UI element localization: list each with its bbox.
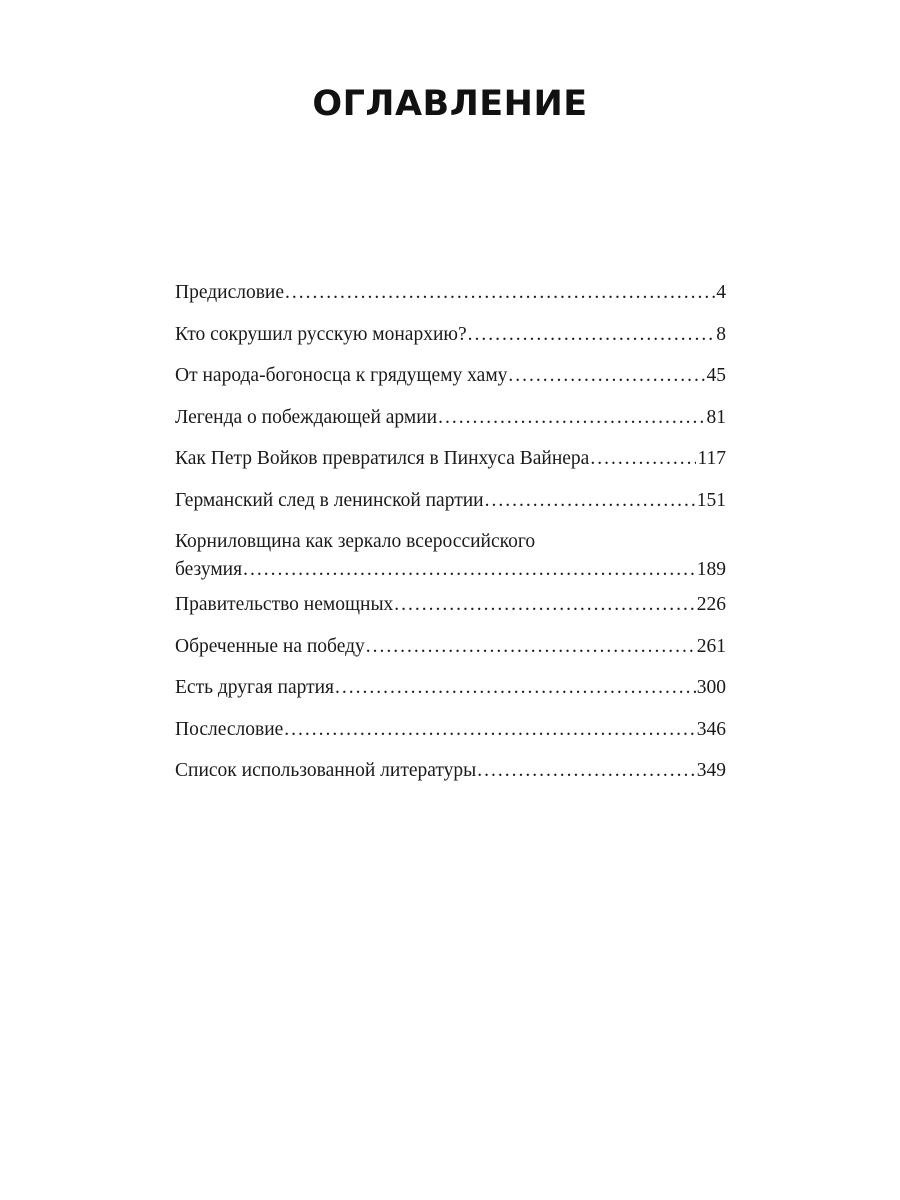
- toc-entry-page: 300: [696, 677, 726, 698]
- toc-entry-title: Обреченные на победу: [175, 635, 365, 657]
- toc-entry[interactable]: [175, 324, 726, 366]
- dot-leader: [485, 490, 696, 512]
- toc-entry-page: 8: [716, 323, 726, 345]
- toc-entry-page: 346: [696, 718, 726, 740]
- toc-entry-page: 261: [696, 635, 726, 657]
- toc-entry-page: 349: [696, 760, 726, 781]
- toc-entry-title: Список использованной литературы: [175, 760, 477, 781]
- dot-leader: [284, 719, 695, 741]
- dot-leader: [438, 407, 705, 429]
- toc-entry[interactable]: [175, 531, 726, 581]
- dot-leader: [335, 677, 696, 699]
- toc-entry-page: 45: [706, 365, 726, 386]
- dot-leader: [243, 559, 696, 581]
- toc-entry[interactable]: [175, 677, 726, 719]
- toc-entry-page: 151: [696, 489, 726, 511]
- toc-entry[interactable]: [175, 407, 726, 449]
- dot-leader: [285, 282, 715, 304]
- toc-entry-title-line2: безумия: [175, 559, 243, 580]
- toc-entry-page: 81: [706, 406, 726, 428]
- toc-entry[interactable]: [175, 636, 726, 678]
- dot-leader: [477, 760, 695, 782]
- toc-entry-title: Как Петр Войков превратился в Пинхуса Вайнера: [175, 448, 590, 469]
- toc-entry-title-line1: Корниловщина как зеркало всероссийского: [175, 531, 536, 552]
- toc-entry-page: 117: [697, 448, 726, 469]
- page-title: ОГЛАВЛЕНИЕ: [312, 84, 588, 124]
- toc-entry[interactable]: [175, 760, 726, 802]
- table-of-contents: [175, 282, 726, 802]
- toc-entry-title: Есть другая партия: [175, 677, 335, 698]
- dot-leader: [590, 448, 696, 470]
- toc-entry-page: 226: [696, 594, 726, 615]
- dot-leader: [468, 324, 716, 346]
- toc-entry-page: 189: [696, 559, 726, 580]
- toc-entry-title: От народа-богоносца к грядущему хаму: [175, 365, 508, 386]
- toc-entry[interactable]: [175, 490, 726, 532]
- dot-leader: [508, 365, 705, 387]
- toc-entry-title: Послесловие: [175, 718, 284, 740]
- toc-entry[interactable]: [175, 365, 726, 407]
- toc-entry[interactable]: [175, 594, 726, 636]
- toc-entry[interactable]: [175, 282, 726, 324]
- toc-entry[interactable]: [175, 719, 726, 761]
- toc-entry[interactable]: [175, 448, 726, 490]
- toc-entry-title: Кто сокрушил русскую монархию?: [175, 323, 467, 345]
- toc-entry-title: Правительство немощных: [175, 594, 394, 615]
- toc-entry-title: Германский след в ленинской партии: [175, 489, 484, 511]
- dot-leader: [394, 594, 695, 616]
- toc-entry-page: 4: [716, 282, 726, 303]
- toc-entry-title: Предисловие: [175, 282, 285, 303]
- dot-leader: [366, 636, 696, 658]
- toc-entry-title: Легенда о побеждающей армии: [175, 406, 438, 428]
